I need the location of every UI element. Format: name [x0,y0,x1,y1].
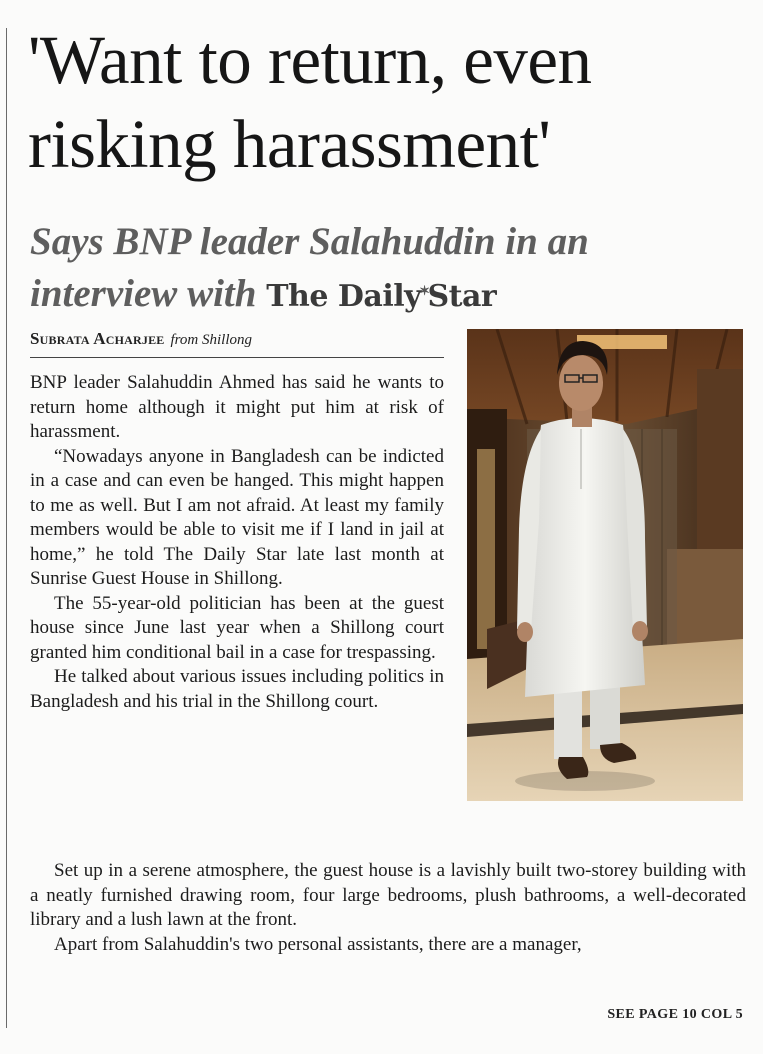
article-continuation [30,859,746,957]
continued-on-page: SEE PAGE 10 COL 5 [607,1007,743,1022]
byline-divider [30,357,444,358]
byline [30,329,444,349]
subheadline-prefix: interview with [30,272,257,315]
article-photo [467,329,743,801]
column-rule [6,28,7,1028]
article-column [30,371,444,714]
headline-line-2: risking harassment' [28,106,551,182]
byline-author: Subrata Acharjee [30,329,165,348]
subheadline-line-2 [30,267,750,322]
subheadline-line-1: Says BNP leader Salahuddin in an [30,220,589,263]
article-paragraph-3: The 55-year-old politician has been at the guest house since June last year when a Shillong court granted him conditional bail in a case for trespassing. [30,592,444,663]
headline [28,18,758,186]
article-paragraph-6: Apart from Salahuddin's two personal assistants, there are a manager, [54,933,582,955]
photo-illustration [467,329,743,801]
article-paragraph-2: “Nowadays anyone in Bangladesh can be indicted in a case and can even be hanged. This might happen to me as well. But I am not afraid. At least my family members would be able to visit me if I land in jail at home,” he told The Daily Star late last month at Sunrise Guest House in Shillong. [30,445,444,589]
star-ornament-icon: ✶ [419,284,430,299]
article-paragraph-5: Set up in a serene atmosphere, the guest house is a lavishly built two-storey building with a neatly furnished drawing room, four large bedrooms, plush bathrooms, a well-decorated library and a lush lawn at the front. [30,860,746,930]
byline-location: from Shillong [170,332,253,348]
daily-star-logo: The Daily✶Star [266,279,497,314]
subheadline [30,217,750,322]
headline-line-1: 'Want to return, even [28,22,592,98]
article-paragraph-4: He talked about various issues including politics in Bangladesh and his trial in the Shillong court. [30,666,444,712]
article-paragraph-1: BNP leader Salahuddin Ahmed has said he wants to return home although it might put him at risk of harassment. [30,372,444,442]
